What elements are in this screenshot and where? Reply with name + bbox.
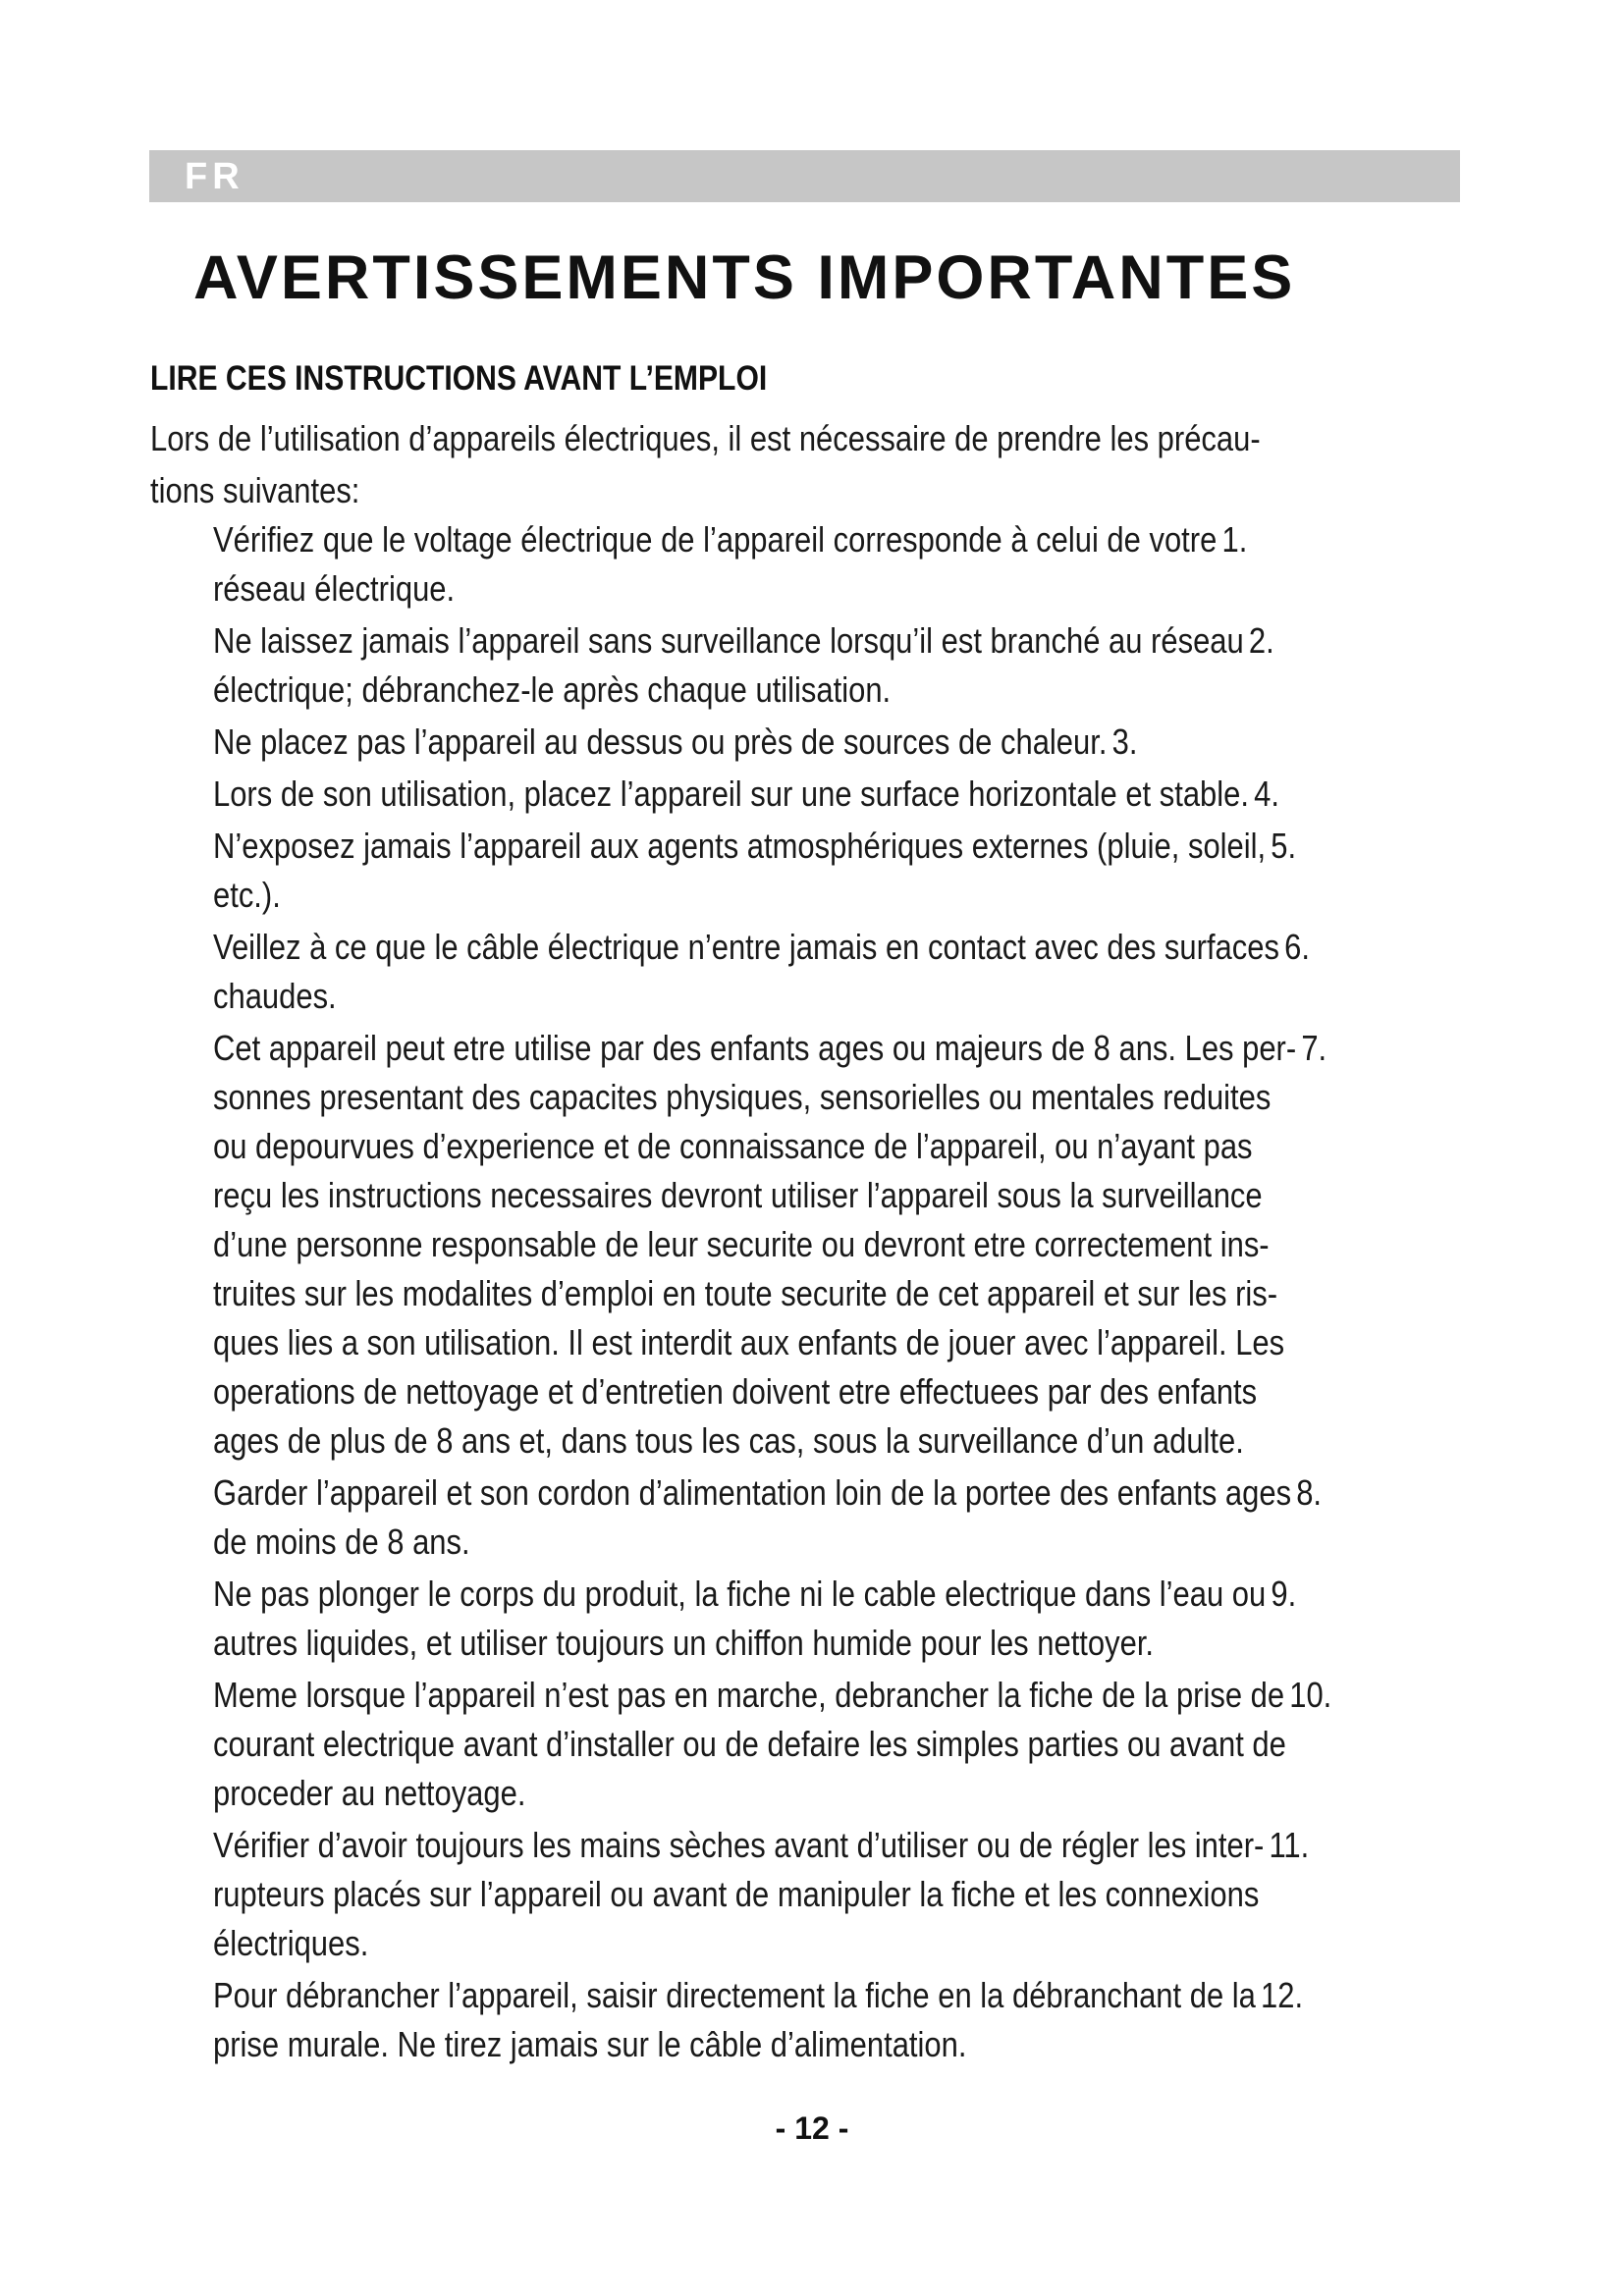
warning-item xyxy=(213,923,1519,1021)
warning-text: rupteurs placés sur l’appareil ou avant de manipuler la fiche et les connexions xyxy=(213,1874,1260,1914)
warning-text: Vérifiez que le voltage électrique de l’appareil corresponde à celui de votre xyxy=(213,519,1218,560)
warning-line xyxy=(213,666,1336,715)
warning-text: Lors de son utilisation, placez l’appareil sur une surface horizontale et stable. xyxy=(213,774,1249,814)
warning-text: électrique; débranchez-le après chaque utilisation. xyxy=(213,669,892,710)
warning-line xyxy=(213,1769,1336,1818)
warning-number: 10. xyxy=(1289,1675,1332,1715)
warning-text: Garder l’appareil et son cordon d’alimentation loin de la portee des enfants ages xyxy=(213,1472,1292,1513)
warning-line xyxy=(213,1671,1336,1720)
warning-text: Ne pas plonger le corps du produit, la fiche ni le cable electrique dans l’eau ou xyxy=(213,1574,1267,1614)
warning-text: Meme lorsque l’appareil n’est pas en marche, debrancher la fiche de la prise de xyxy=(213,1675,1285,1715)
warning-line xyxy=(213,515,1336,564)
warning-text: Vérifier d’avoir toujours les mains sèches avant d’utiliser ou de régler les inter- xyxy=(213,1825,1265,1865)
intro-paragraph xyxy=(150,412,1456,516)
intro-line: tions suivantes: xyxy=(150,470,360,510)
warning-line xyxy=(213,1122,1336,1171)
warning-line xyxy=(213,1318,1336,1367)
warning-list xyxy=(213,515,1519,2072)
warning-line xyxy=(213,564,1336,614)
warning-text: chaudes. xyxy=(213,976,337,1016)
warning-line xyxy=(213,923,1336,972)
warning-number: 11. xyxy=(1269,1825,1310,1865)
warning-line xyxy=(213,1518,1336,1567)
section-subtitle: LIRE CES INSTRUCTIONS AVANT L’EMPLOI xyxy=(150,359,768,398)
warning-text: N’exposez jamais l’appareil aux agents atmosphériques externes (pluie, soleil, xyxy=(213,826,1267,866)
warning-item xyxy=(213,770,1519,819)
warning-line xyxy=(213,1720,1336,1769)
warning-line xyxy=(213,1073,1336,1122)
warning-text: de moins de 8 ans. xyxy=(213,1522,470,1562)
warning-item xyxy=(213,1570,1519,1668)
warning-item xyxy=(213,822,1519,920)
warning-item xyxy=(213,1971,1519,2069)
warning-number: 9. xyxy=(1271,1574,1297,1614)
warning-item xyxy=(213,515,1519,614)
warning-number: 3. xyxy=(1111,721,1138,762)
warning-line xyxy=(213,1821,1336,1870)
warning-line xyxy=(213,1870,1336,1919)
language-bar xyxy=(149,150,1460,202)
warning-text: ou depourvues d’experience et de connaissance de l’appareil, ou n’ayant pas xyxy=(213,1126,1253,1166)
warning-item xyxy=(213,1024,1519,1466)
warning-line xyxy=(213,770,1336,819)
warning-text: proceder au nettoyage. xyxy=(213,1773,526,1813)
intro-line: Lors de l’utilisation d’appareils électriques, il est nécessaire de prendre les précau- xyxy=(150,418,1261,458)
warning-number: 4. xyxy=(1254,774,1279,814)
warning-line xyxy=(213,822,1336,871)
page-number: - 12 - xyxy=(775,2110,849,2146)
warning-line xyxy=(213,1024,1336,1073)
warning-number: 8. xyxy=(1296,1472,1323,1513)
warning-text: électriques. xyxy=(213,1923,369,1963)
warning-line xyxy=(213,972,1336,1021)
warning-text: d’une personne responsable de leur securite ou devront etre correctement ins- xyxy=(213,1224,1270,1264)
warning-text: Ne laissez jamais l’appareil sans surveillance lorsqu’il est branché au réseau xyxy=(213,620,1244,661)
warning-text: operations de nettoyage et d’entretien doivent etre effectuees par des enfants xyxy=(213,1371,1258,1412)
warning-text: Cet appareil peut etre utilise par des enfants ages ou majeurs de 8 ans. Les per- xyxy=(213,1028,1297,1068)
warning-text: réseau électrique. xyxy=(213,568,456,609)
warning-line xyxy=(213,616,1336,666)
warning-item xyxy=(213,616,1519,715)
warning-number: 1. xyxy=(1221,519,1248,560)
warning-text: courant electrique avant d’installer ou de defaire les simples parties ou avant de xyxy=(213,1724,1286,1764)
warning-line xyxy=(213,1367,1336,1416)
warning-line xyxy=(213,1468,1336,1518)
warning-text: ques lies a son utilisation. Il est interdit aux enfants de jouer avec l’appareil. Les xyxy=(213,1322,1285,1362)
warning-text: truites sur les modalites d’emploi en toute securite de cet appareil et sur les ris- xyxy=(213,1273,1278,1313)
warning-number: 7. xyxy=(1301,1028,1327,1068)
warning-line xyxy=(213,718,1336,767)
warning-line xyxy=(213,1971,1336,2020)
warning-line xyxy=(213,871,1336,920)
warning-text: etc.). xyxy=(213,875,281,915)
warning-text: reçu les instructions necessaires devront utiliser l’appareil sous la surveillance xyxy=(213,1175,1263,1215)
warning-text: sonnes presentant des capacites physiques, sensorielles ou mentales reduites xyxy=(213,1077,1272,1117)
warning-number: 12. xyxy=(1261,1975,1304,2015)
warning-item xyxy=(213,1468,1519,1567)
warning-text: autres liquides, et utiliser toujours un chiffon humide pour les nettoyer. xyxy=(213,1623,1155,1663)
warning-number: 6. xyxy=(1284,927,1310,967)
warning-line xyxy=(213,2020,1336,2069)
language-label: FR xyxy=(185,156,244,197)
warning-text: prise murale. Ne tirez jamais sur le câble d’alimentation. xyxy=(213,2024,967,2064)
warning-line xyxy=(213,1570,1336,1619)
warning-text: Ne placez pas l’appareil au dessus ou près de sources de chaleur. xyxy=(213,721,1108,762)
page-title: AVERTISSEMENTS IMPORTANTES xyxy=(193,243,1296,312)
warning-item xyxy=(213,718,1519,767)
warning-text: ages de plus de 8 ans et, dans tous les cas, sous la surveillance d’un adulte. xyxy=(213,1420,1244,1461)
warning-line xyxy=(213,1416,1336,1466)
warning-text: Pour débrancher l’appareil, saisir directement la fiche en la débranchant de la xyxy=(213,1975,1256,2015)
warning-number: 2. xyxy=(1248,620,1274,661)
warning-item xyxy=(213,1671,1519,1818)
warning-line xyxy=(213,1171,1336,1220)
warning-number: 5. xyxy=(1271,826,1297,866)
warning-line xyxy=(213,1619,1336,1668)
warning-text: Veillez à ce que le câble électrique n’entre jamais en contact avec des surfaces xyxy=(213,927,1279,967)
warning-item xyxy=(213,1821,1519,1968)
warning-line xyxy=(213,1220,1336,1269)
warning-line xyxy=(213,1269,1336,1318)
warning-line xyxy=(213,1919,1336,1968)
